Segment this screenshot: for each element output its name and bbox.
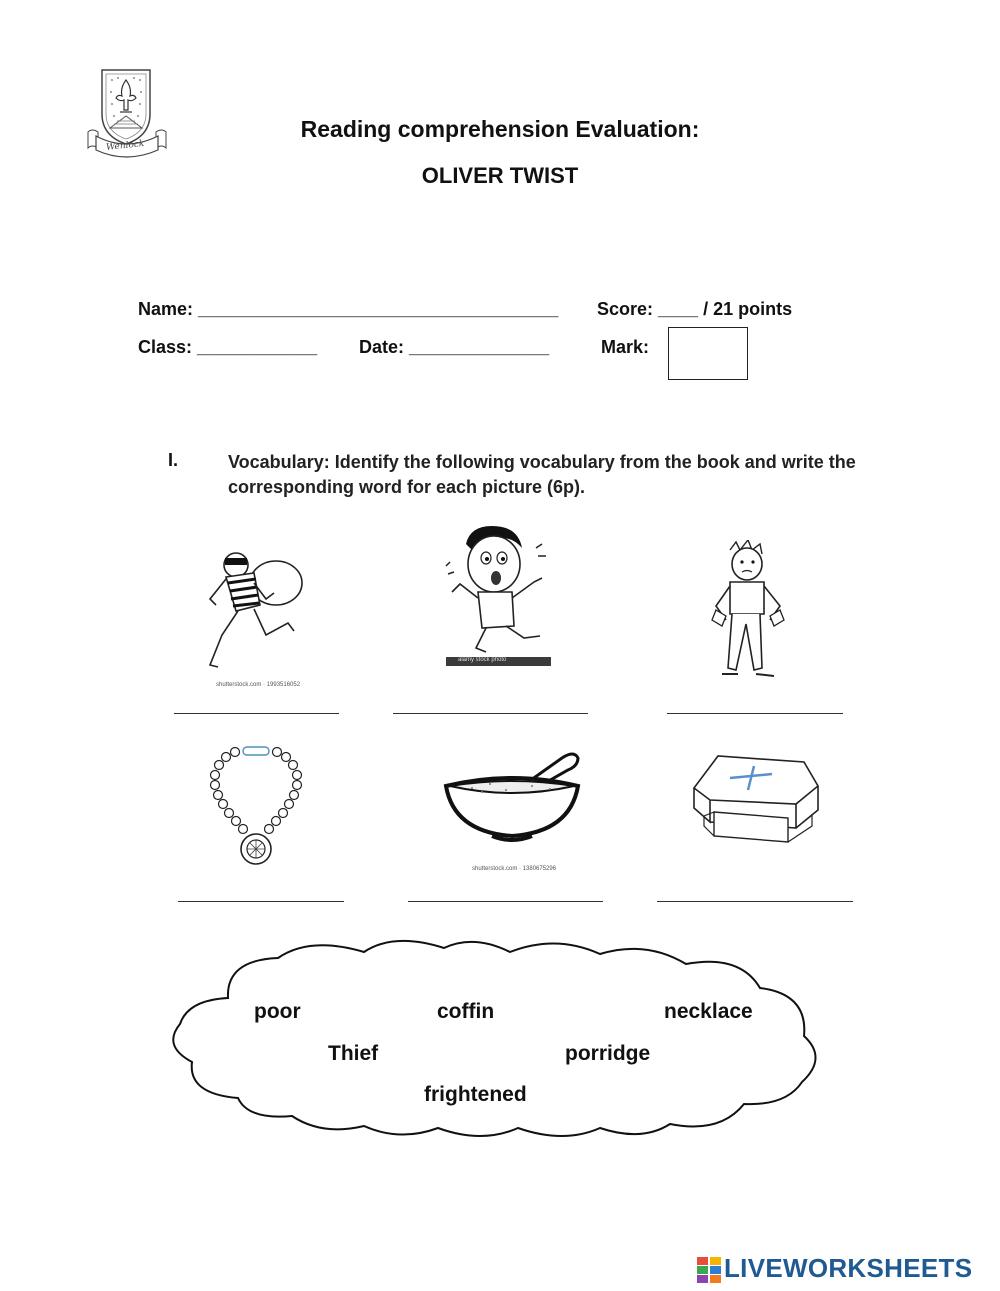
book-title: OLIVER TWIST <box>421 163 579 188</box>
word-bank-cloud <box>168 938 828 1143</box>
page-title: Reading comprehension Evaluation: <box>300 116 700 142</box>
word-bank-item: poor <box>254 1000 301 1023</box>
score-field[interactable]: Score: ____ / 21 points <box>597 299 793 319</box>
necklace-image <box>203 743 313 873</box>
stock-watermark-bar <box>446 657 551 666</box>
crest-motto: Wenlock <box>105 139 145 153</box>
word-bank-item: coffin <box>437 1000 495 1023</box>
name-field[interactable]: Name: ____________________________________ <box>138 299 559 319</box>
stock-watermark-text: alamy stock photo <box>458 657 507 663</box>
porridge-bowl-image <box>442 748 582 848</box>
section-number: I. <box>168 450 179 470</box>
section-label: Vocabulary: <box>228 452 330 472</box>
class-field[interactable]: Class: ____________ <box>138 337 318 357</box>
frightened-boy-image <box>442 522 554 657</box>
date-field[interactable]: Date: ______________ <box>359 337 550 357</box>
word-bank-item: necklace <box>664 1000 753 1023</box>
poor-man-image <box>702 540 794 682</box>
liveworksheets-blocks-icon <box>696 1256 722 1284</box>
answer-line-3[interactable] <box>667 713 843 714</box>
section-instructions <box>228 450 868 500</box>
answer-line-2[interactable] <box>393 713 588 714</box>
mark-label: Mark: <box>601 337 650 357</box>
answer-line-5[interactable] <box>408 901 603 902</box>
image-credit: shutterstock.com · 1993516052 <box>216 682 301 688</box>
mark-box[interactable] <box>668 327 748 380</box>
word-bank-item: porridge <box>565 1042 651 1065</box>
word-bank-item: Thief <box>328 1042 379 1065</box>
word-bank-item: frightened <box>424 1083 527 1106</box>
coffin-image <box>688 752 824 848</box>
liveworksheets-logo <box>696 1252 992 1286</box>
answer-line-1[interactable] <box>174 713 339 714</box>
thief-running-image <box>196 543 314 678</box>
liveworksheets-wordmark: LIVEWORKSHEETS <box>724 1253 973 1283</box>
image-credit: shutterstock.com · 1380675296 <box>472 866 557 872</box>
answer-line-6[interactable] <box>657 901 853 902</box>
answer-line-4[interactable] <box>178 901 344 902</box>
section-instruction-text: Identify the following vocabulary from the book and write the corresponding word for each picture (6p). <box>228 452 856 497</box>
